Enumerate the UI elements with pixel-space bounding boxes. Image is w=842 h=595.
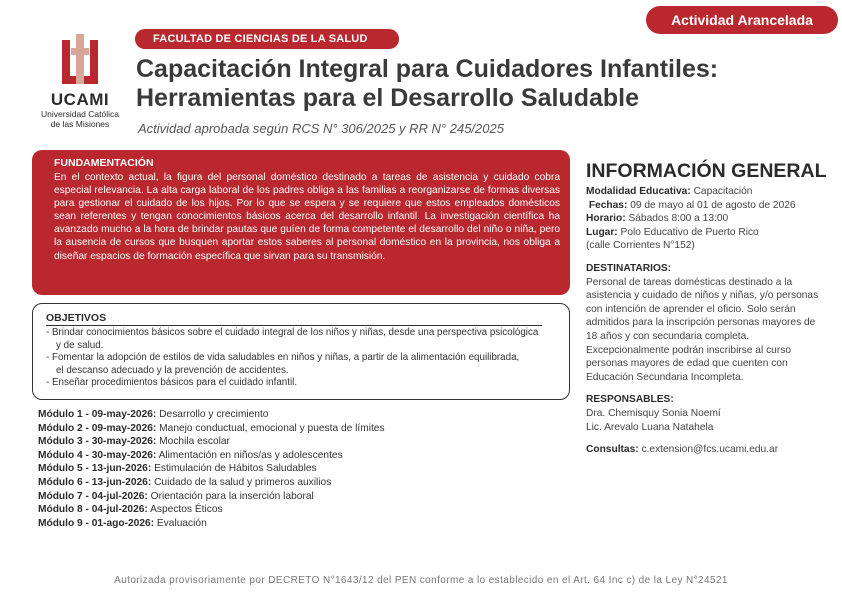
fundamentacion-title: FUNDAMENTACIÓN bbox=[54, 157, 154, 169]
ucami-cross-logo-icon bbox=[60, 34, 100, 86]
module-item bbox=[38, 449, 578, 463]
module-item bbox=[38, 435, 578, 449]
modalidad-row bbox=[586, 185, 826, 199]
info-title: INFORMACIÓN GENERAL bbox=[586, 160, 827, 182]
title-line-2: Herramientas para el Desarrollo Saludable bbox=[136, 84, 639, 112]
module-text: Manejo conductual, emocional y puesta de límites bbox=[159, 422, 385, 434]
module-text: Cuidado de la salud y primeros auxilios bbox=[154, 476, 332, 488]
consultas-email: c.extension@fcs.ucami.edu.ar bbox=[641, 444, 779, 456]
module-text: Desarrollo y crecimiento bbox=[159, 409, 269, 420]
fundamentacion-box bbox=[32, 150, 570, 295]
approval-subtitle: Actividad aprobada según RCS N° 306/2025 y RR N° 245/2025 bbox=[138, 121, 504, 136]
ucami-logo bbox=[30, 32, 130, 132]
page-title bbox=[136, 55, 826, 113]
responsables-label: RESPONSABLES: bbox=[586, 394, 674, 406]
responsable-name: Dra. Chemisquy Sonia Noemí bbox=[586, 407, 721, 419]
module-label: Módulo 3 - 30-may-2026: bbox=[38, 436, 157, 448]
fechas-row bbox=[586, 199, 826, 213]
module-label: Módulo 6 - 13-jun-2026: bbox=[38, 476, 152, 488]
module-item bbox=[38, 422, 578, 436]
objective-item: - Enseñar procedimientos básicos para el cuidado infantil. bbox=[46, 377, 298, 388]
general-info-panel bbox=[586, 185, 826, 457]
module-item bbox=[38, 517, 578, 531]
objective-item: - Brindar conocimientos básicos sobre el cuidado integral de los niños y niñas, desde una perspectiva psicológica bbox=[46, 327, 539, 338]
responsables-section bbox=[586, 393, 826, 434]
responsable-name: Lic. Arevalo Luana Natahela bbox=[586, 421, 714, 433]
destinatarios-text: Personal de tareas domésticas destinado a la asistencia y cuidado de niños y niñas, y/o personas con intención de aprender el oficio. Solo serán admitidos para la inscripción personas mayores de 18 años y con secundaria completa. Excepcionalmente podrán inscribirse al curso personas mayores de edad que cuenten con Educación Secundaria Incompleta. bbox=[586, 276, 819, 383]
horario-row bbox=[586, 212, 826, 226]
consultas-row bbox=[586, 443, 826, 457]
modules-list bbox=[38, 408, 578, 530]
module-label: Módulo 7 - 04-jul-2026: bbox=[38, 490, 148, 502]
module-label: Módulo 8 - 04-jul-2026: bbox=[38, 504, 148, 516]
destinatarios-label: DESTINATARIOS: bbox=[586, 262, 672, 274]
module-item bbox=[38, 490, 578, 504]
fundamentacion-text: En el contexto actual, la figura del personal doméstico destinado a tareas de asistencia y cuidado cobra especial relevancia. La alta carga laboral de los padres obliga a las familias a reorganizarse de formas diversas para gestionar el cuidado de los hijos. Por lo que se espera y se requiere que estos empleados domésticos sean referentes y tengan conocimientos básicos acerca del desarrollo infantil. La investigación científica ha avanzado mucho a la hora de brindar pautas que guíen de forma competente el desarrollo del niño o niña, pero la ausencia de cursos que busquen aportar estos saberes al personal doméstico en la provincia, nos obliga a diseñar espacios de formación específica que sirvan para su transmisión. bbox=[54, 172, 560, 262]
logo-name: UCAMI bbox=[50, 90, 110, 109]
objective-item: - Fomentar la adopción de estilos de vida saludables en niños y niñas, a partir de la alimentación equilibrada, bbox=[46, 352, 520, 363]
horario-value: Sábados 8:00 a 13:00 bbox=[628, 213, 729, 225]
faculty-label: FACULTAD DE CIENCIAS DE LA SALUD bbox=[135, 29, 399, 49]
lugar-value: Polo Educativo de Puerto Rico bbox=[620, 226, 759, 238]
objective-item: el descanso adecuado y la prevención de accidentes. bbox=[56, 364, 289, 376]
lugar-label: Lugar: bbox=[586, 226, 618, 238]
logo-subtitle-line-1: Universidad Católica bbox=[41, 109, 119, 119]
horario-label: Horario: bbox=[586, 213, 626, 225]
module-item bbox=[38, 462, 578, 476]
module-text: Estimulación de Hábitos Saludables bbox=[154, 463, 317, 475]
modalidad-label: Modalidad Educativa: bbox=[586, 186, 691, 197]
module-item bbox=[38, 476, 578, 490]
fechas-value: 09 de mayo al 01 de agosto de 2026 bbox=[630, 199, 796, 211]
module-label: Módulo 4 - 30-may-2026: bbox=[38, 449, 157, 461]
consultas-label: Consultas: bbox=[586, 444, 639, 456]
legal-footer: Autorizada provisoriamente por DECRETO N°1643/12 del PEN conforme a lo establecido en el Art. 64 Inc c) de la Ley N°24521 bbox=[114, 575, 728, 586]
module-text: Aspectos Éticos bbox=[150, 504, 223, 516]
module-text: Evaluación bbox=[156, 517, 207, 529]
module-text: Orientación para la inserción laboral bbox=[150, 490, 314, 502]
module-label: Módulo 2 - 09-may-2026: bbox=[38, 422, 157, 434]
module-label: Módulo 1 - 09-may-2026: bbox=[38, 409, 157, 420]
fechas-label: Fechas: bbox=[588, 199, 628, 211]
objetivos-title: OBJETIVOS bbox=[46, 312, 542, 326]
lugar-address: (calle Corrientes N°152) bbox=[586, 240, 695, 252]
logo-subtitle-line-2: de las Misiones bbox=[50, 119, 110, 129]
modalidad-value: Capacitación bbox=[693, 186, 753, 197]
lugar-row bbox=[586, 226, 826, 240]
title-line-1: Capacitación Integral para Cuidadores Infantiles: bbox=[136, 55, 719, 83]
module-item bbox=[38, 408, 578, 422]
module-label: Módulo 5 - 13-jun-2026: bbox=[38, 463, 152, 475]
activity-fee-badge: Actividad Arancelada bbox=[646, 6, 838, 34]
destinatarios-section bbox=[586, 262, 826, 384]
module-item bbox=[38, 503, 578, 517]
module-text: Alimentación en niños/as y adolescentes bbox=[158, 449, 343, 461]
logo-subtitle bbox=[30, 109, 130, 129]
objetivos-box bbox=[32, 303, 570, 400]
module-text: Mochila escolar bbox=[159, 436, 230, 448]
module-label: Módulo 9 - 01-ago-2026: bbox=[38, 517, 155, 529]
objective-item: y de salud. bbox=[56, 339, 104, 351]
